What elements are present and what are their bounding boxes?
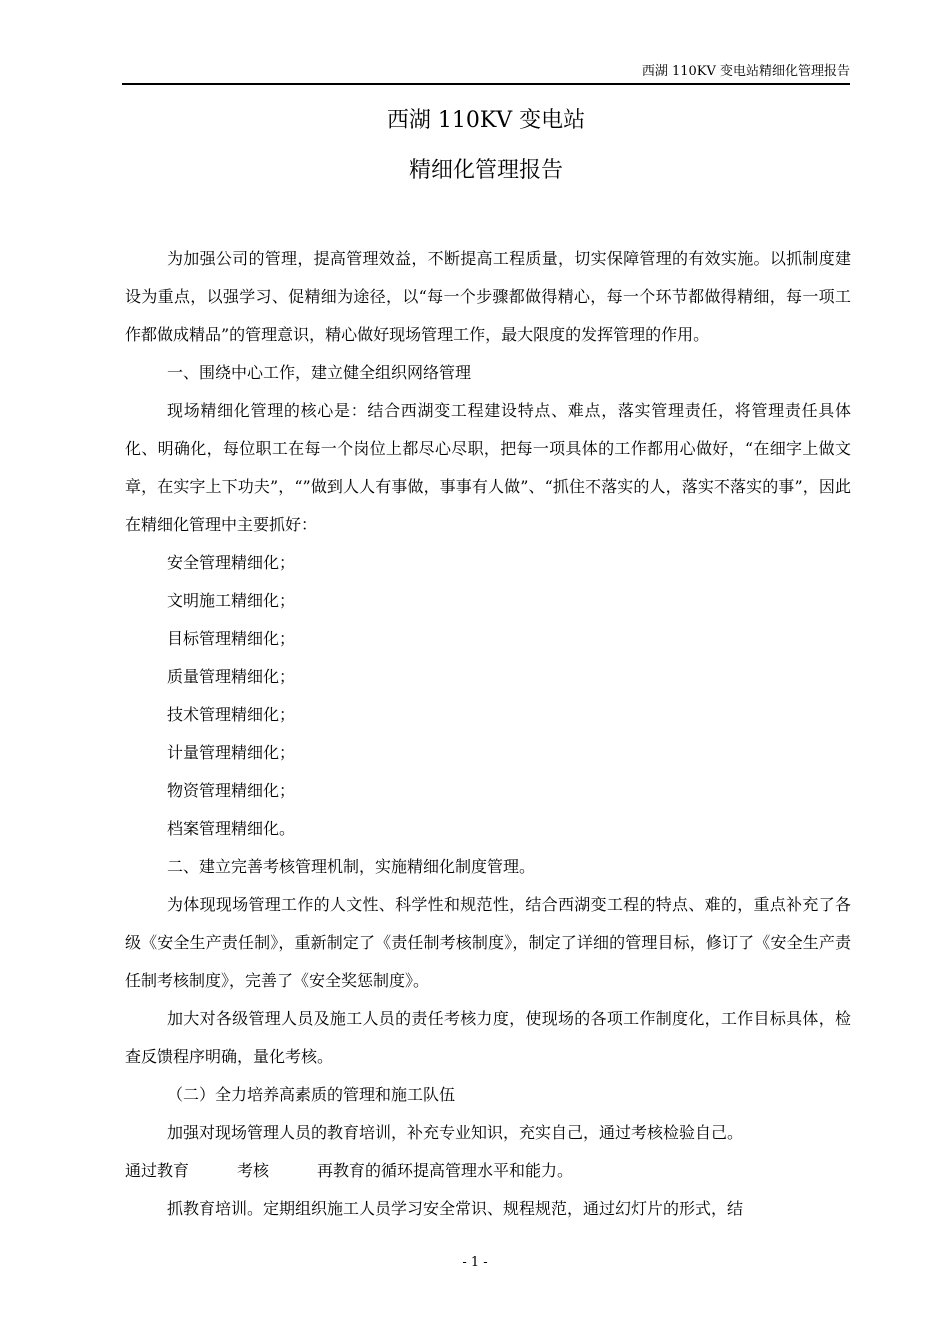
body-paragraph: 为体现现场管理工作的人文性、科学性和规范性，结合西湖变工程的特点、难的，重点补充了各级《安全生产责任制》，重新制定了《责任制考核制度》，制定了详细的管理目标，修订了《安全生产责任制考核制度》，完善了《安全奖惩制度》。 — [125, 895, 851, 990]
body-paragraph: 现场精细化管理的核心是：结合西湖变工程建设特点、难点，落实管理责任，将管理责任具体化、明确化，每位职工在每一个岗位上都尽心尽职，把每一项具体的工作都用心做好，“在细字上做文章，在实字上下功夫”，“”做到人人有事做，事事有人做”、“抓住不落实的人，落实不落实的事”，因此在精细化管理中主要抓好： — [125, 401, 851, 534]
subsection-heading: （二）全力培养高素质的管理和施工队伍 — [167, 1085, 456, 1104]
list-item: 质量管理精细化； — [167, 667, 296, 686]
document-subtitle: 精细化管理报告 — [408, 158, 563, 183]
list-item: 目标管理精细化； — [167, 629, 296, 648]
body-paragraph-continued: 通过教育 考核 再教育的循环提高管理水平和能力。 — [125, 1161, 574, 1180]
document-title: 西湖 110KV 变电站 — [386, 108, 586, 133]
section-heading-1: 一、围绕中心工作，建立健全组织网络管理 — [167, 363, 472, 382]
list-item: 计量管理精细化； — [167, 743, 296, 762]
body-paragraph: 加大对各级管理人员及施工人员的责任考核力度，使现场的各项工作制度化，工作目标具体，检查反馈程序明确，量化考核。 — [125, 1009, 851, 1066]
list-item: 文明施工精细化； — [167, 591, 296, 610]
intro-paragraph: 为加强公司的管理，提高管理效益，不断提高工程质量，切实保障管理的有效实施。以抓制度建设为重点，以强学习、促精细为途径，以“每一个步骤都做得精心，每一个环节都做得精细，每一项工作都做成精品”的管理意识，精心做好现场管理工作，最大限度的发挥管理的作用。 — [125, 249, 851, 344]
list-item: 技术管理精细化； — [167, 705, 296, 724]
document-body — [125, 240, 851, 1228]
running-header: 西湖 110KV 变电站精细化管理报告 — [641, 64, 850, 79]
list-item: 档案管理精细化。 — [167, 819, 296, 838]
header-rule — [122, 83, 850, 85]
body-paragraph: 抓教育培训。定期组织施工人员学习安全常识、规程规范，通过幻灯片的形式，结 — [167, 1199, 744, 1218]
page-number: - 1 - — [462, 1255, 488, 1270]
list-item: 物资管理精细化； — [167, 781, 296, 800]
list-item: 安全管理精细化； — [167, 553, 296, 572]
section-heading-2: 二、建立完善考核管理机制，实施精细化制度管理。 — [167, 857, 536, 876]
body-paragraph: 加强对现场管理人员的教育培训，补充专业知识，充实自己，通过考核检验自己。 — [167, 1123, 744, 1142]
